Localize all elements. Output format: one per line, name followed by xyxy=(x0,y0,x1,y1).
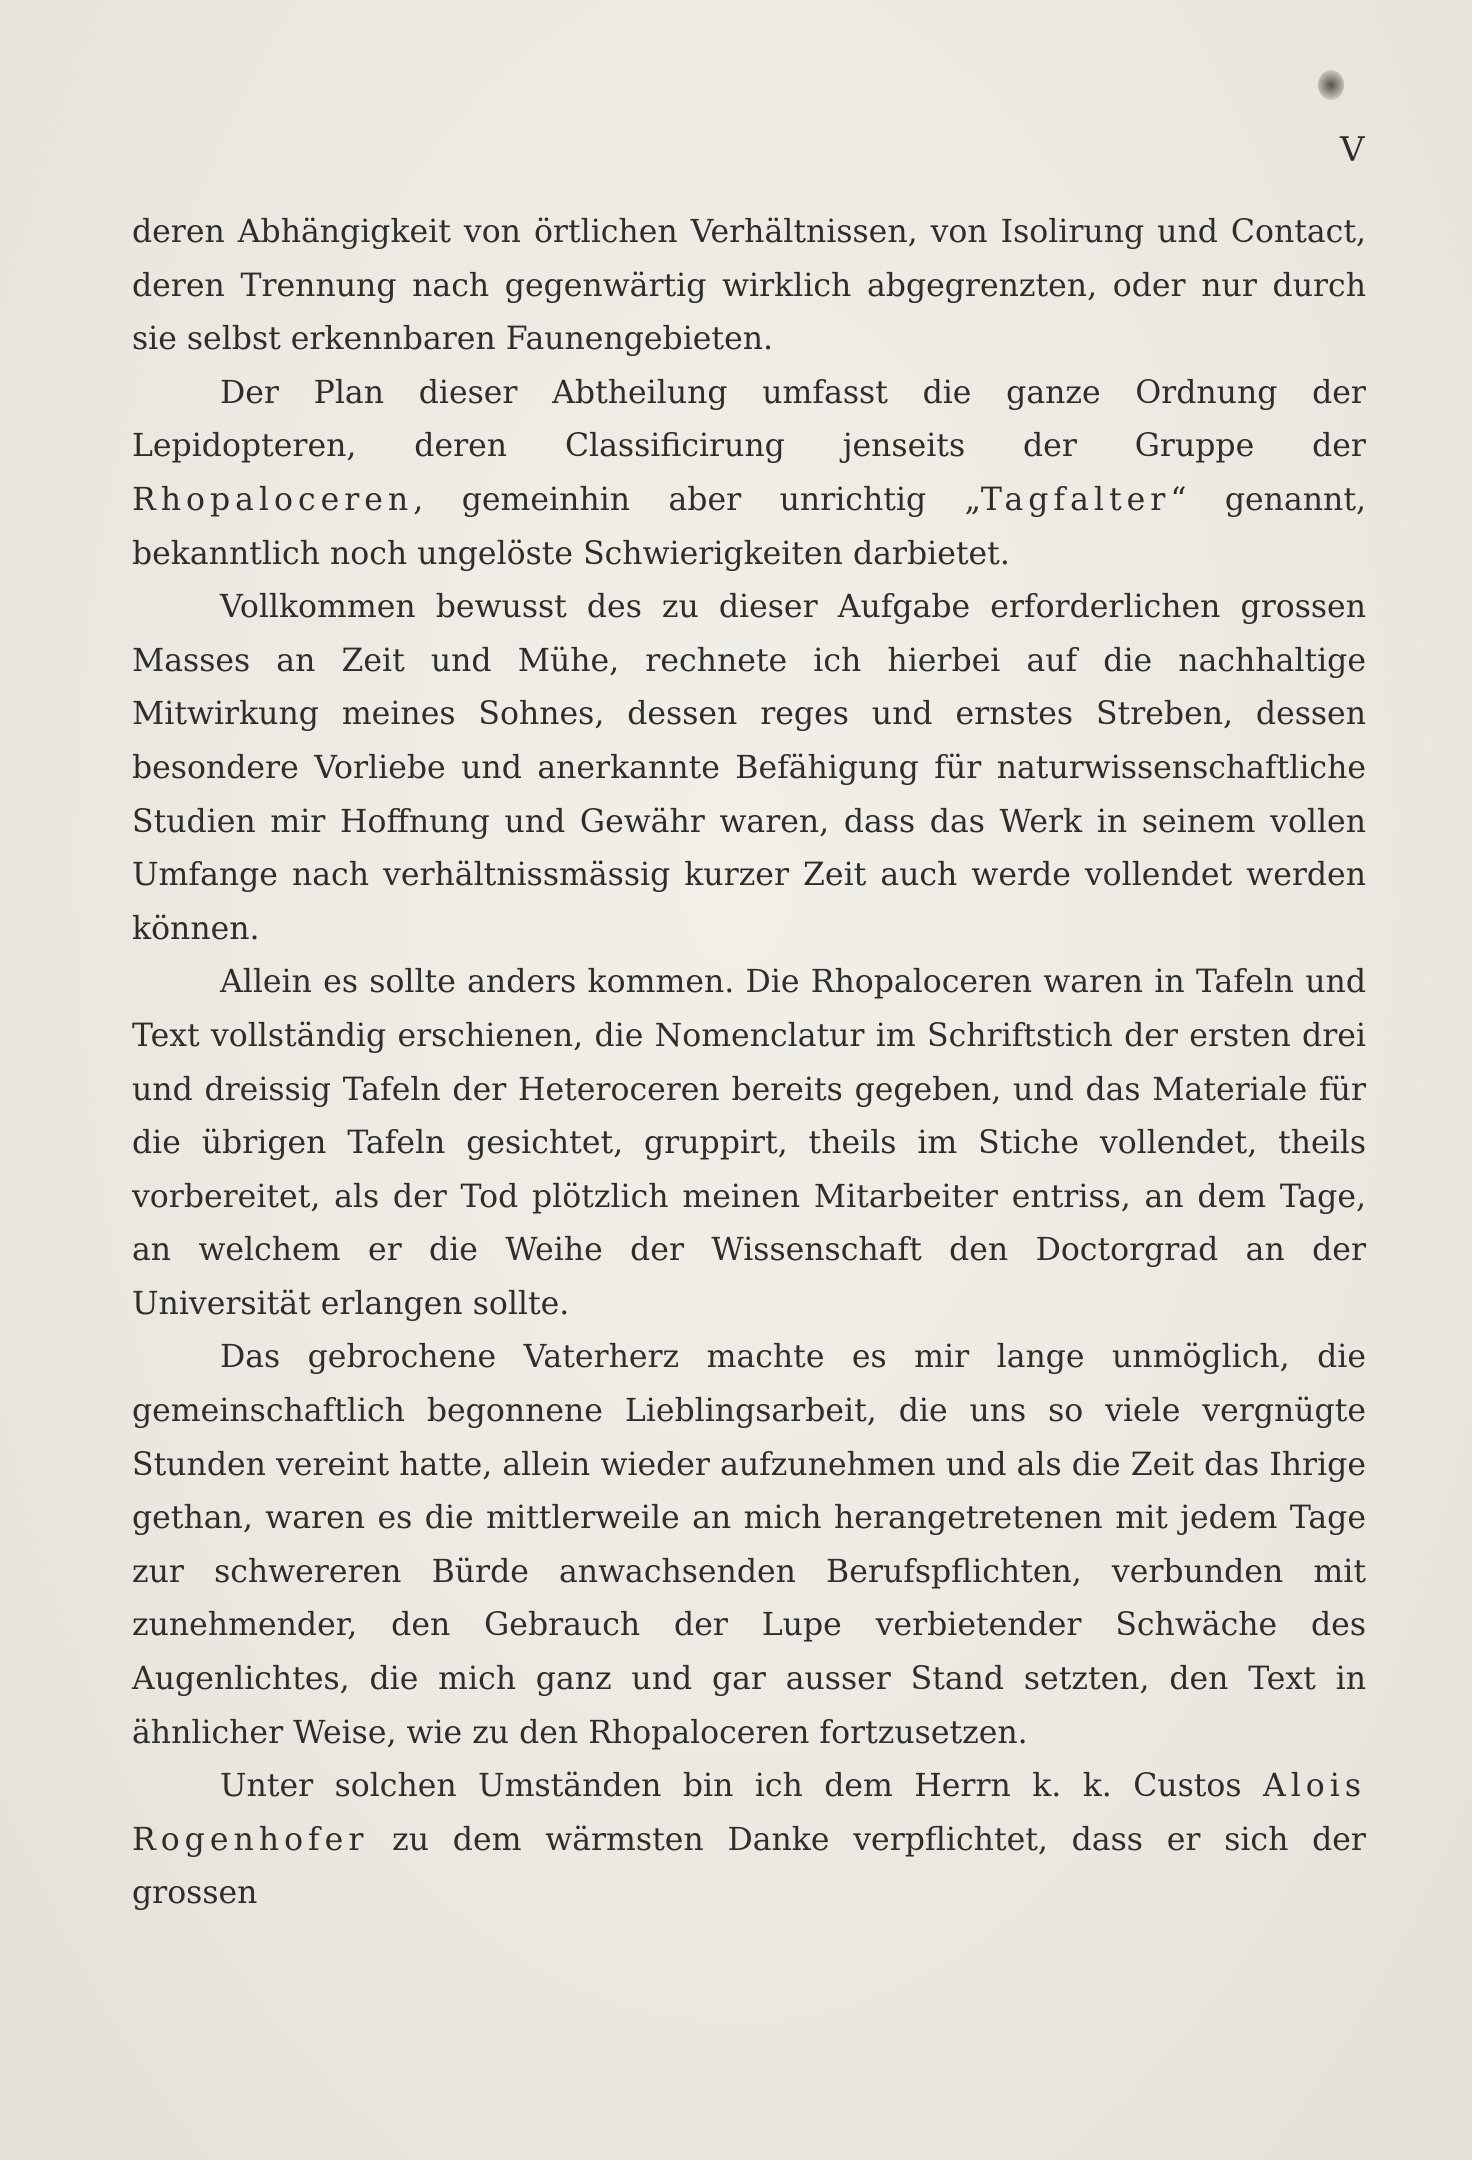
paragraph xyxy=(132,367,1366,581)
paragraph xyxy=(132,956,1366,1331)
spaced-emphasis: Alois Rogenhofer xyxy=(132,1768,1366,1858)
body-text xyxy=(132,206,1366,1921)
spaced-emphasis: Rhopaloceren xyxy=(132,481,414,518)
text-run: deren Abhängigkeit von örtlichen Verhältnissen, von Isolirung und Contact, deren Trennung nach gegenwärtig wirklich abgegrenzten, oder nur durch sie selbst erkennbaren Faunengebieten. xyxy=(132,214,1366,358)
spaced-emphasis: Tagfalter xyxy=(980,481,1171,518)
paragraph xyxy=(132,1760,1366,1921)
page-number: V xyxy=(1340,130,1366,170)
text-run: , gemeinhin aber unrichtig „ xyxy=(413,481,981,518)
text-run: “ genannt, bekanntlich noch ungelöste Schwierigkeiten darbietet. xyxy=(132,481,1366,572)
paragraph xyxy=(132,206,1366,367)
text-run: Unter solchen Umständen bin ich dem Herrn k. k. Custos xyxy=(220,1768,1263,1805)
ink-spot xyxy=(1318,70,1344,100)
text-run: Das gebrochene Vaterherz machte es mir lange unmöglich, die gemeinschaftlich begonnene Lieblingsarbeit, die uns so viele vergnügte Stunden vereint hatte, allein wieder aufzunehmen und als die Zeit das Ihrige gethan, waren es die mittlerweile an mich herangetretenen mit jedem Tage zur schwereren Bürde anwachsenden Berufspflichten, verbunden mit zunehmender, den Gebrauch der Lupe verbietender Schwäche des Augenlichtes, die mich ganz und gar ausser Stand setzten, den Text in ähnlicher Weise, wie zu den Rhopaloceren fortzusetzen. xyxy=(132,1339,1366,1751)
text-run: zu dem wärmsten Danke verpflichtet, dass er sich der grossen xyxy=(132,1821,1366,1912)
paragraph xyxy=(132,581,1366,956)
text-run: Der Plan dieser Abtheilung umfasst die ganze Ordnung der Lepidopteren, deren Classificirung jenseits der Gruppe der xyxy=(132,374,1366,465)
paragraph xyxy=(132,1331,1366,1760)
text-run: Vollkommen bewusst des zu dieser Aufgabe erforderlichen grossen Masses an Zeit und Mühe, rechnete ich hierbei auf die nachhaltige Mitwirkung meines Sohnes, dessen reges und ernstes Streben, dessen besondere Vorliebe und anerkannte Befähigung für naturwissenschaftliche Studien mir Hoffnung und Gewähr waren, dass das Werk in seinem vollen Umfange nach verhältnissmässig kurzer Zeit auch werde vollendet werden können. xyxy=(132,589,1366,947)
text-run: Allein es sollte anders kommen. Die Rhopaloceren waren in Tafeln und Text vollständig erschienen, die Nomenclatur im Schriftstich der ersten drei und dreissig Tafeln der Heteroceren bereits gegeben, und das Materiale für die übrigen Tafeln gesichtet, gruppirt, theils im Stiche vollendet, theils vorbereitet, als der Tod plötzlich meinen Mitarbeiter entriss, an dem Tage, an welchem er die Weihe der Wissenschaft den Doctorgrad an der Universität erlangen sollte. xyxy=(132,964,1366,1322)
